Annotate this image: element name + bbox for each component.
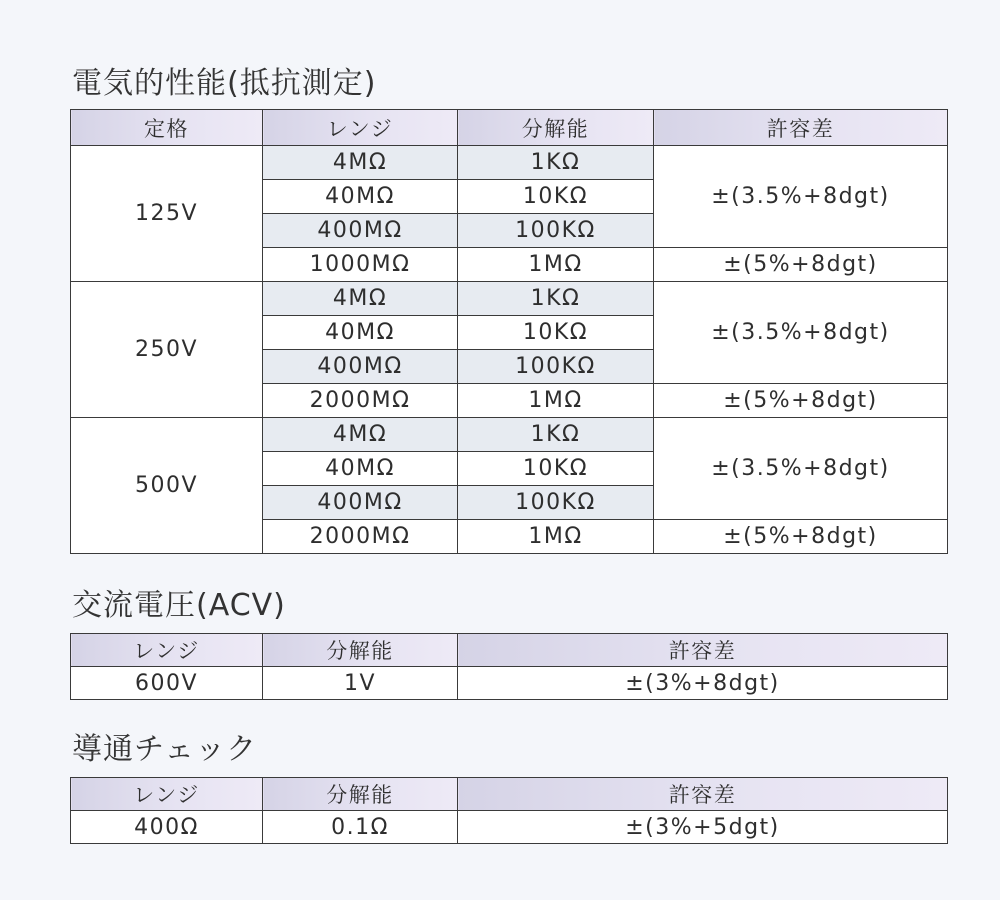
range-cell: 400MΩ <box>263 350 458 384</box>
range-cell: 600V <box>71 667 263 700</box>
header-resolution: 分解能 <box>263 778 458 811</box>
header-tolerance: 許容差 <box>458 634 948 667</box>
resolution-cell: 10KΩ <box>458 452 654 486</box>
resolution-cell: 1KΩ <box>458 282 654 316</box>
tolerance-cell: ±(3.5%+8dgt) <box>654 146 948 248</box>
header-resolution: 分解能 <box>458 110 654 146</box>
header-range: レンジ <box>263 110 458 146</box>
resolution-cell: 1KΩ <box>458 146 654 180</box>
resolution-cell: 100KΩ <box>458 486 654 520</box>
resolution-cell: 1KΩ <box>458 418 654 452</box>
tolerance-cell: ±(3.5%+8dgt) <box>654 418 948 520</box>
rating-cell: 125V <box>71 146 263 282</box>
range-cell: 2000MΩ <box>263 384 458 418</box>
range-cell: 1000MΩ <box>263 248 458 282</box>
table-row <box>71 667 948 700</box>
range-cell: 40MΩ <box>263 316 458 350</box>
table-row <box>71 418 948 452</box>
range-cell: 400MΩ <box>263 214 458 248</box>
table-header-row <box>71 778 948 811</box>
range-cell: 400Ω <box>71 811 263 844</box>
continuity-spec-table <box>70 777 948 844</box>
resolution-cell: 100KΩ <box>458 350 654 384</box>
resolution-cell: 10KΩ <box>458 316 654 350</box>
range-cell: 4MΩ <box>263 282 458 316</box>
acv-section-title: 交流電圧(ACV) <box>72 588 286 623</box>
header-range: レンジ <box>71 778 263 811</box>
resolution-cell: 1V <box>263 667 458 700</box>
resolution-cell: 0.1Ω <box>263 811 458 844</box>
resolution-cell: 10KΩ <box>458 180 654 214</box>
header-resolution: 分解能 <box>263 634 458 667</box>
tolerance-cell: ±(3.5%+8dgt) <box>654 282 948 384</box>
resolution-cell: 1MΩ <box>458 520 654 554</box>
range-cell: 4MΩ <box>263 418 458 452</box>
resistance-section-title: 電気的性能(抵抗測定) <box>72 66 377 101</box>
resolution-cell: 1MΩ <box>458 248 654 282</box>
header-range: レンジ <box>71 634 263 667</box>
table-header-row <box>71 634 948 667</box>
header-tolerance: 許容差 <box>654 110 948 146</box>
table-header-row <box>71 110 948 146</box>
header-rating: 定格 <box>71 110 263 146</box>
continuity-section-title: 導通チェック <box>72 732 258 767</box>
resistance-spec-table <box>70 109 948 554</box>
acv-spec-table <box>70 633 948 700</box>
range-cell: 2000MΩ <box>263 520 458 554</box>
header-tolerance: 許容差 <box>458 778 948 811</box>
table-row <box>71 146 948 180</box>
range-cell: 40MΩ <box>263 180 458 214</box>
rating-cell: 250V <box>71 282 263 418</box>
tolerance-cell: ±(5%+8dgt) <box>654 520 948 554</box>
rating-cell: 500V <box>71 418 263 554</box>
range-cell: 40MΩ <box>263 452 458 486</box>
tolerance-cell: ±(5%+8dgt) <box>654 384 948 418</box>
table-row <box>71 811 948 844</box>
resolution-cell: 100KΩ <box>458 214 654 248</box>
range-cell: 400MΩ <box>263 486 458 520</box>
range-cell: 4MΩ <box>263 146 458 180</box>
tolerance-cell: ±(5%+8dgt) <box>654 248 948 282</box>
table-row <box>71 282 948 316</box>
resolution-cell: 1MΩ <box>458 384 654 418</box>
tolerance-cell: ±(3%+8dgt) <box>458 667 948 700</box>
tolerance-cell: ±(3%+5dgt) <box>458 811 948 844</box>
